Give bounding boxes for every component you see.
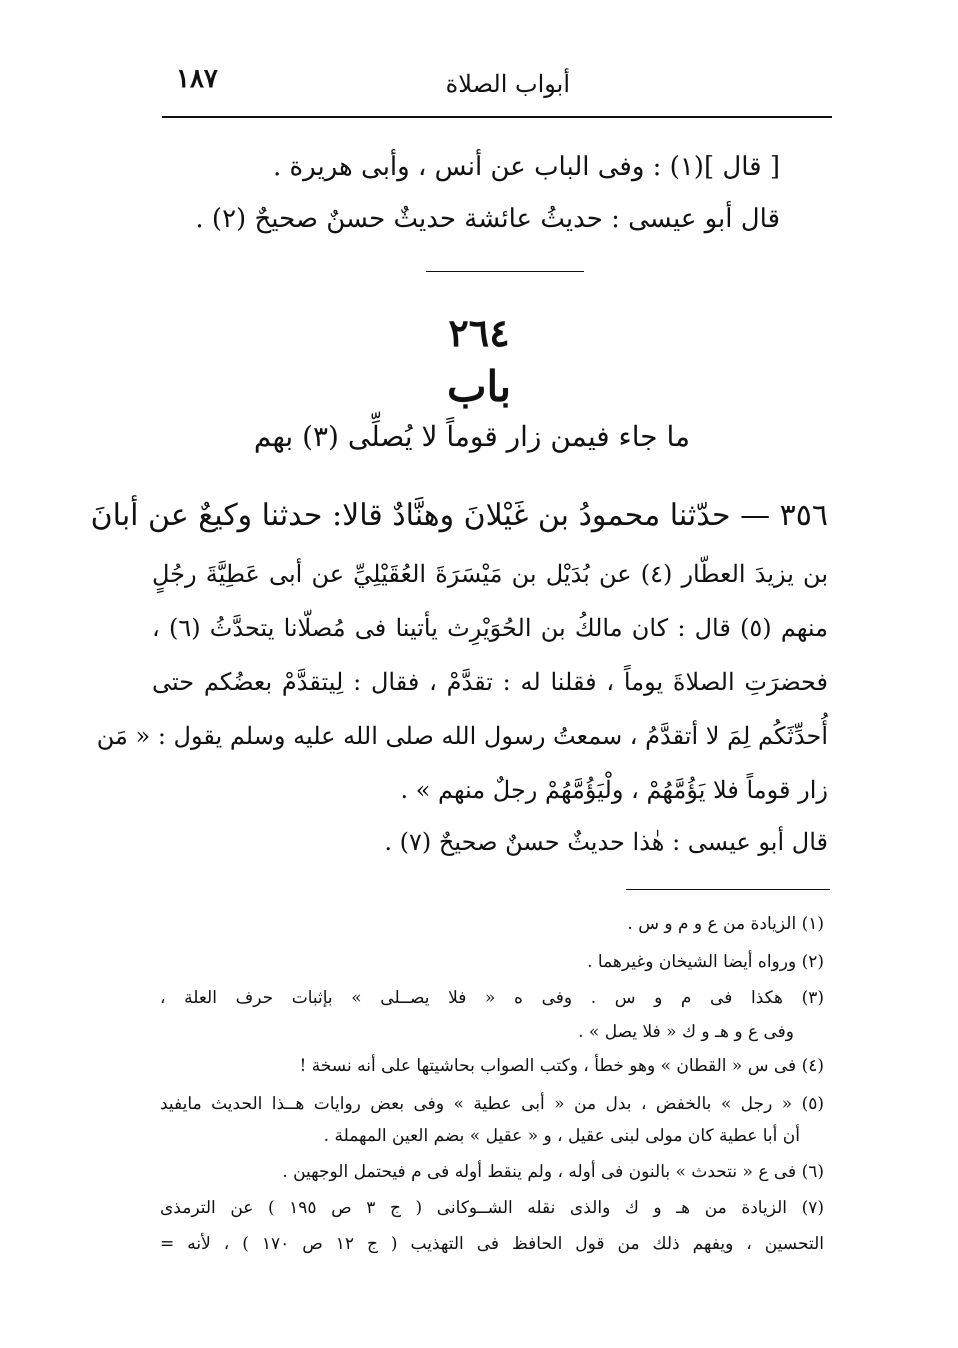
hadith-line: منهم (٥) قال : كان مالكُ بن الحُوَيْرِث يأتينا فى مُصلّانا يتحدَّثُ (٦) ، [152,614,828,642]
footnote-6: (٦) فى ع « نتحدث » بالنون فى أوله ، ولم ينقط أوله فى م فيحتمل الوجهين . [282,1162,824,1182]
hadith-line: أُحدِّثَكُم لِمَ لا أتقدَّمُ ، سمعتُ رسول الله صلى الله عليه وسلم يقول : « مَن [96,722,828,750]
hadith-grading: قال أبو عيسى : هٰذا حديثٌ حسنٌ صحيحٌ (٧) . [384,828,828,856]
chapter-heading: باب [446,362,512,411]
footnote-4: (٤) فى س « القطان » وهو خطأ ، وكتب الصواب بحاشيتها على أنه نسخة ! [299,1056,824,1076]
footnote-1: (١) الزيادة من ع و م و س . [627,914,824,934]
header-rule [162,116,832,118]
section-divider [426,271,584,272]
previous-chapter-line: [ قال ](١) : وفى الباب عن أنس ، وأبى هريرة . [272,152,780,182]
hadith-line: فحضرَتِ الصلاةَ يوماً ، فقلنا له : تقدَّمْ ، فقال : لِيتقدَّمْ بعضُكم حتى [152,668,828,696]
footnote-3: (٣) هكذا فى م و س . وفى ه « فلا يصــلى » بإثبات حرف العلة ، [160,988,824,1008]
page-number: ١٨٧ [176,64,218,94]
hadith-line: بن يزيدَ العطّار (٤) عن بُدَيْل بن مَيْسَرَةَ العُقَيْلِيِّ عن أبى عَطِيَّةَ رجُلٍ [152,560,828,588]
footnote-3-continued: وفى ع و هـ و ك « فلا يصل » . [578,1022,794,1042]
footnote-5-continued: أن أبا عطية كان مولى لبنى عقيل ، و « عقيل » بضم العين المهملة . [323,1126,800,1146]
footnote-2: (٢) ورواه أيضا الشيخان وغيرهما . [587,952,824,972]
previous-chapter-grading: قال أبو عيسى : حديثُ عائشة حديثٌ حسنٌ صحيحٌ (٢) . [195,204,780,234]
chapter-title: ما جاء فيمن زار قوماً لا يُصلِّى (٣) بهم [253,420,690,453]
footnote-5: (٥) « رجل » بالخفض ، بدل من « أبى عطية » وفى بعض روايات هــذا الحديث مايفيد [160,1094,824,1114]
hadith-line: ٣٥٦ — حدّثنا محمودُ بن غَيْلانَ وهنَّادٌ قالا: حدثنا وكيعٌ عن أبانَ [90,498,828,533]
footnote-7-continued: التحسين ، ويفهم ذلك من قول الحافظ فى التهذيب ( ج ١٢ ص ١٧٠ ) ، لأنه = [160,1234,824,1254]
hadith-line: زار قوماً فلا يَؤُمَّهُمْ ، ولْيَؤُمَّهُمْ رجلٌ منهم » . [400,776,828,804]
chapter-number: ٢٦٤ [448,310,510,355]
footnote-7: (٧) الزيادة من هـ و ك والذى نقله الشــوكانى ( ج ٣ ص ١٩٥ ) عن الترمذى [160,1198,824,1218]
footnotes-divider [626,889,830,890]
running-title: أبواب الصلاة [445,70,570,98]
